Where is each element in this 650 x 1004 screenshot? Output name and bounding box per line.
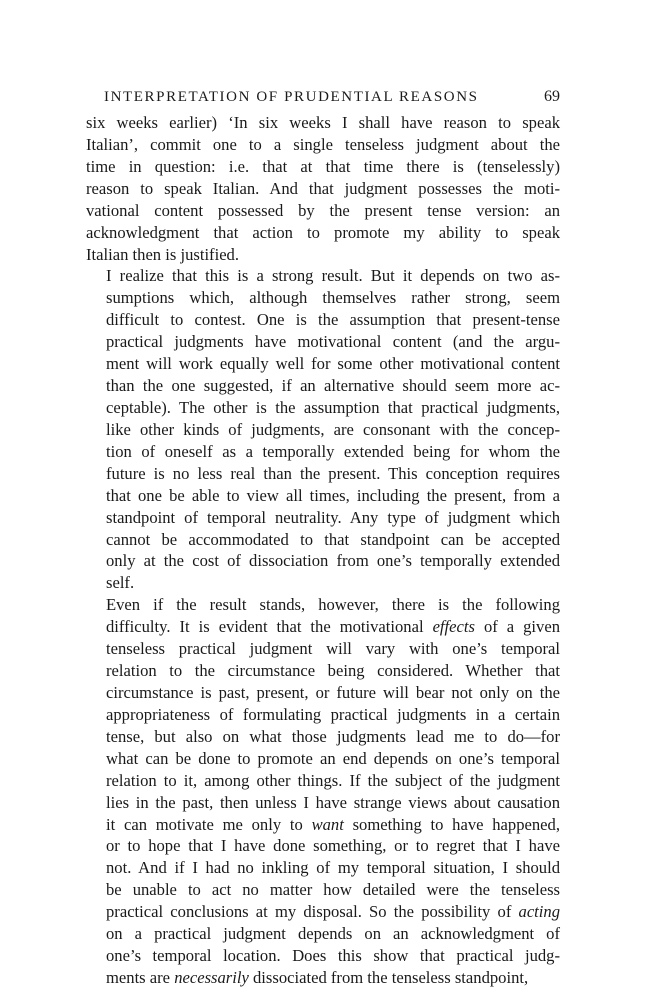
body-text bbox=[86, 112, 560, 989]
text-line: tenseless practical judgment will vary with one’s temporal bbox=[106, 639, 560, 659]
paragraph bbox=[86, 594, 560, 989]
text-line: relation to it, among other things. If the subject of the judgment bbox=[106, 770, 560, 790]
text-line: six weeks earlier) ‘In six weeks I shall have reason to speak bbox=[86, 113, 560, 132]
text-line: ment will work equally well for some other motivational content bbox=[106, 354, 560, 374]
text-line: what can be done to promote an end depends on one’s temporal bbox=[106, 748, 560, 768]
text-line: reason to speak Italian. And that judgment possesses the moti- bbox=[86, 178, 560, 198]
text-line: cannot be accommodated to that standpoint can be accepted bbox=[106, 529, 560, 549]
text-line: lies in the past, then unless I have strange views about causation bbox=[106, 792, 560, 812]
text-line: on a practical judgment depends on an acknowledgment of bbox=[106, 924, 560, 944]
paragraph bbox=[86, 265, 560, 594]
text-line: only at the cost of dissociation from one’s temporally extended bbox=[106, 551, 560, 571]
text-line: acknowledgment that action to promote my ability to speak bbox=[86, 222, 560, 242]
text-line: self. bbox=[106, 573, 135, 593]
emphasis: acting bbox=[518, 902, 560, 922]
text-line: tense, but also on what those judgments lead me to do—for bbox=[106, 726, 560, 746]
text-line: Italian then is justified. bbox=[86, 244, 239, 264]
text-line: difficulty. It is evident that the motivational effects of a given bbox=[106, 617, 560, 637]
text-line: practical judgments have motivational content (and the argu- bbox=[106, 332, 560, 352]
text-line: vational content possessed by the present tense version: an bbox=[86, 200, 560, 220]
emphasis: effects bbox=[432, 617, 475, 637]
text-line: not. And if I had no inkling of my temporal situation, I should bbox=[106, 858, 560, 878]
text-line: relation to the circumstance being considered. Whether that bbox=[106, 661, 560, 681]
text-line: appropriateness of formulating practical judgments in a certain bbox=[106, 704, 560, 724]
text-line: difficult to contest. One is the assumption that present-tense bbox=[106, 310, 560, 330]
text-line: tion of oneself as a temporally extended being for whom the bbox=[106, 441, 560, 461]
paragraph bbox=[86, 112, 560, 265]
text-line: that one be able to view all times, including the present, from a bbox=[106, 485, 560, 505]
text-line: time in question: i.e. that at that time there is (tenselessly) bbox=[86, 156, 560, 176]
text-line: standpoint of temporal neutrality. Any type of judgment which bbox=[106, 507, 560, 527]
text-line: one’s temporal location. Does this show that practical judg- bbox=[106, 946, 560, 966]
book-page bbox=[86, 88, 560, 989]
emphasis: necessarily bbox=[174, 967, 249, 987]
text-line: future is no less real than the present. This conception requires bbox=[106, 463, 560, 483]
text-line: like other kinds of judgments, are consonant with the concep- bbox=[106, 419, 560, 439]
text-line: be unable to act no matter how detailed were the tenseless bbox=[106, 880, 560, 900]
page-number: 69 bbox=[544, 88, 560, 105]
running-head-title: INTERPRETATION OF PRUDENTIAL REASONS bbox=[104, 89, 479, 105]
text-line: than the one suggested, if an alternative should seem more ac- bbox=[106, 376, 560, 396]
text-line: ceptable). The other is the assumption that practical judgments, bbox=[106, 397, 560, 417]
text-line: Italian’, commit one to a single tenseless judgment about the bbox=[86, 134, 560, 154]
emphasis: want bbox=[311, 814, 344, 834]
running-head bbox=[104, 88, 560, 110]
text-line: circumstance is past, present, or future will bear not only on the bbox=[106, 682, 560, 702]
text-line: ments are necessarily dissociated from the tenseless standpoint, bbox=[106, 967, 529, 987]
text-line: Even if the result stands, however, there is the following bbox=[106, 595, 560, 615]
text-line: it can motivate me only to want something to have happened, bbox=[106, 814, 560, 834]
text-line: or to hope that I have done something, or to regret that I have bbox=[106, 836, 560, 856]
text-line: practical conclusions at my disposal. So the possibility of acting bbox=[106, 902, 560, 922]
text-line: sumptions which, although themselves rather strong, seem bbox=[106, 288, 560, 308]
text-line: I realize that this is a strong result. But it depends on two as- bbox=[106, 266, 560, 286]
